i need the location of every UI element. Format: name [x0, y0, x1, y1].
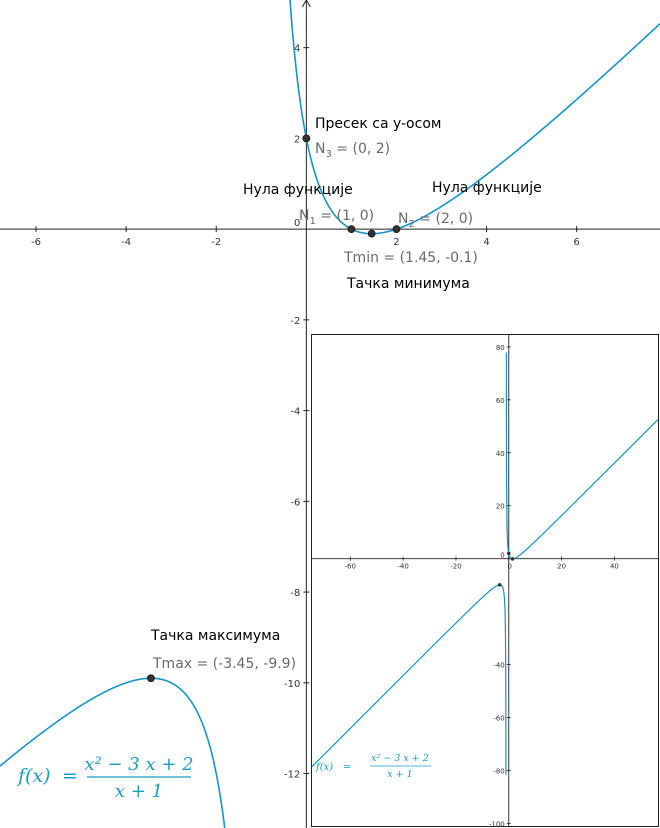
- inset-y-tick-label: 20: [495, 502, 505, 511]
- inset-formula-denominator: x + 1: [387, 769, 413, 780]
- inset-point[interactable]: [498, 583, 502, 587]
- inset-formula-eq: =: [343, 762, 352, 773]
- inset-x-tick-label: 20: [557, 562, 567, 571]
- main-y-tick-label: -2: [290, 315, 301, 327]
- main-formula: [16, 754, 194, 802]
- main-y-tick-label: -12: [284, 769, 301, 781]
- formula-lhs: f(x): [18, 765, 51, 787]
- inset-x-tick-label: 40: [609, 562, 619, 571]
- formula-numerator: x² − 3 x + 2: [84, 754, 194, 775]
- main-y-tick-label: -4: [290, 406, 301, 418]
- inset-y-tick-label: -60: [493, 714, 505, 723]
- label-tmin: Tmin = (1.45, -0.1): [344, 250, 478, 266]
- main-point[interactable]: [368, 230, 375, 237]
- formula-eq: =: [62, 765, 78, 787]
- inset-y-tick-label: -40: [493, 661, 505, 670]
- label-presek-name: Пресек са y-осом: [315, 116, 442, 132]
- main-y-tick-label: -10: [284, 678, 301, 690]
- inset-x-tick-label: 0: [507, 562, 513, 571]
- label-n1: $N_1 = (1$, 0): [299, 208, 375, 227]
- label-n3: $N_3 = (0$, 2): [315, 141, 391, 160]
- inset-y-tick-label: 40: [495, 449, 505, 458]
- main-y-tick-label: 2: [293, 134, 301, 146]
- label-tmax-name: Тачка максимума: [151, 628, 281, 644]
- main-y-tick-label: 0: [293, 218, 301, 230]
- main-point[interactable]: [348, 226, 355, 233]
- label-n2: $N_2 = (2$, 0): [398, 211, 474, 230]
- label-tmin-name: Тачка минимума: [347, 276, 470, 292]
- main-x-tick-label: -6: [31, 237, 42, 249]
- inset-point[interactable]: [507, 552, 511, 556]
- label-nula2-name: Нула функције: [432, 180, 542, 196]
- inset-point[interactable]: [511, 557, 515, 561]
- main-x-tick-label: -4: [121, 237, 132, 249]
- inset-formula-lhs: f(x): [316, 762, 334, 773]
- main-point[interactable]: [147, 675, 154, 682]
- main-x-tick-label: 6: [573, 237, 580, 249]
- inset-y-tick-label: -100: [488, 820, 505, 828]
- inset-x-tick-label: -20: [450, 562, 462, 571]
- main-x-tick-label: 2: [393, 237, 400, 249]
- inset-y-tick-label: 60: [495, 396, 505, 405]
- inset-y-tick-label: 80: [495, 343, 505, 352]
- label-tmax: Tmax = (-3.45, -9.9): [153, 656, 297, 672]
- main-y-tick-label: -8: [290, 588, 301, 600]
- inset-formula-numerator: x² − 3 x + 2: [371, 753, 429, 764]
- inset-graph: [312, 335, 659, 828]
- main-x-tick-label: -2: [211, 237, 222, 249]
- inset-x-tick-label: -40: [397, 562, 409, 571]
- main-y-tick-label: -6: [290, 497, 301, 509]
- main-x-tick-label: 4: [483, 237, 490, 249]
- inset-y-tick-label: 0: [500, 551, 505, 560]
- label-nula1-name: Нула функције: [243, 182, 353, 198]
- formula-denominator: x + 1: [114, 781, 164, 802]
- inset-frame: [312, 335, 659, 827]
- inset-x-tick-label: -60: [344, 562, 357, 571]
- main-point[interactable]: [303, 135, 310, 142]
- main-y-tick-label: 4: [293, 43, 301, 55]
- inset-y-tick-label: -80: [493, 767, 505, 776]
